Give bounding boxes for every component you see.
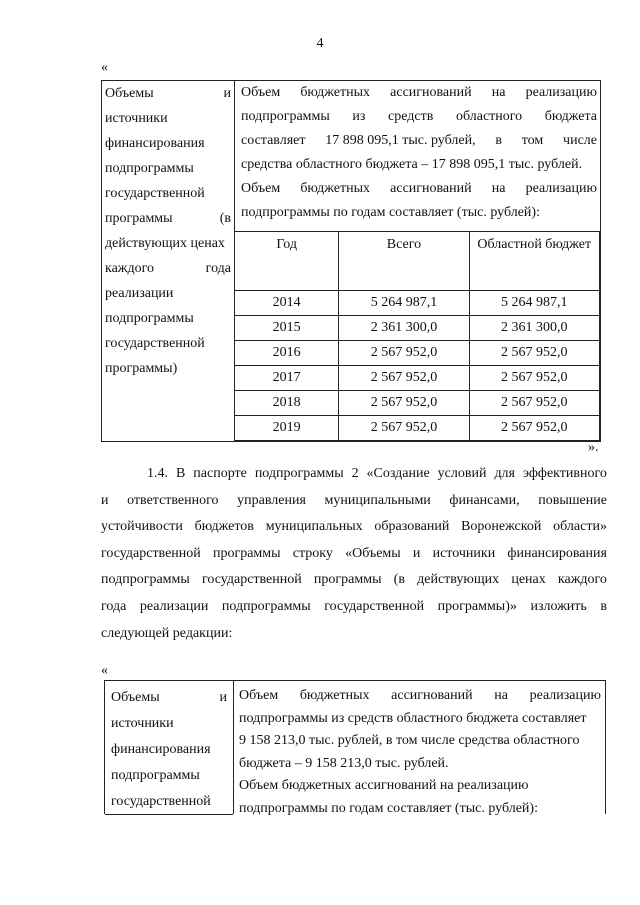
left-line: Объемы и xyxy=(105,86,231,101)
cell-total: 2 567 952,0 xyxy=(339,416,469,441)
cell-regional: 2 567 952,0 xyxy=(469,416,599,441)
cell-regional: 5 264 987,1 xyxy=(469,291,599,316)
header-year: Год xyxy=(235,232,339,291)
funding-table-1 xyxy=(101,80,601,442)
cell-year: 2019 xyxy=(235,416,339,441)
cell-regional: 2 567 952,0 xyxy=(469,391,599,416)
right-line: подпрограммы по годам составляет (тыс. рублей): xyxy=(239,800,538,816)
cell-year: 2014 xyxy=(235,291,339,316)
column-divider xyxy=(233,681,234,814)
table-row xyxy=(235,291,600,316)
left-line: каждого года xyxy=(105,261,231,276)
left-cell-text xyxy=(105,81,231,381)
paragraph-line: года реализации подпрограммы государственной программы)» изложить в xyxy=(101,598,607,614)
cell-total: 2 567 952,0 xyxy=(339,366,469,391)
paragraph-line: следующей редакции: xyxy=(101,625,233,641)
left-line: источники xyxy=(105,111,168,126)
table-row xyxy=(235,391,600,416)
paragraph-line: 1.4. В паспорте подпрограммы 2 «Создание условий для эффективного xyxy=(147,466,607,481)
yearly-funding-grid xyxy=(234,231,600,443)
right-line: Объем бюджетных ассигнований на реализацию xyxy=(239,778,529,793)
left-line: финансирования xyxy=(111,742,211,757)
cell-total: 2 361 300,0 xyxy=(339,316,469,341)
left-line: программы) xyxy=(105,361,178,376)
right-cell-text xyxy=(239,685,601,820)
header-total: Всего xyxy=(339,232,469,291)
cell-regional: 2 567 952,0 xyxy=(469,366,599,391)
cell-regional: 2 361 300,0 xyxy=(469,316,599,341)
left-line: государственной xyxy=(111,794,211,809)
table-row xyxy=(235,341,600,366)
left-line: финансирования xyxy=(105,136,205,151)
amendment-paragraph xyxy=(101,461,607,647)
right-line: подпрограммы из средств областного бюджета xyxy=(241,109,597,124)
cell-year: 2018 xyxy=(235,391,339,416)
table-row xyxy=(235,316,600,341)
cell-total: 2 567 952,0 xyxy=(339,341,469,366)
cell-regional: 2 567 952,0 xyxy=(469,341,599,366)
right-line: составляет 17 898 095,1 тыс. рублей, в том числе xyxy=(241,133,597,148)
table-row xyxy=(235,416,600,441)
header-regional-budget: Областной бюджет xyxy=(469,232,599,291)
funding-table-2 xyxy=(104,680,606,814)
right-line: бюджета – 9 158 213,0 тыс. рублей. xyxy=(239,755,449,771)
open-quote-2: « xyxy=(101,663,108,678)
left-line: источники xyxy=(111,716,174,731)
left-line: действующих ценах xyxy=(105,236,225,251)
right-line: Объем бюджетных ассигнований на реализацию xyxy=(241,181,597,196)
right-line: 9 158 213,0 тыс. рублей, в том числе средства областного xyxy=(239,733,580,748)
left-line: реализации xyxy=(105,286,174,301)
right-line: подпрограммы из средств областного бюджета составляет xyxy=(239,710,587,726)
open-quote: « xyxy=(101,60,108,75)
table-row xyxy=(235,366,600,391)
paragraph-line: и ответственного управления муниципальными финансами, повышение xyxy=(101,492,607,508)
left-line: Объемы и xyxy=(111,690,227,705)
paragraph-line: подпрограммы государственной программы (в действующих ценах каждого xyxy=(101,572,607,588)
right-line: средства областного бюджета – 17 898 095,1 тыс. рублей. xyxy=(241,157,583,172)
right-line: подпрограммы по годам составляет (тыс. рублей): xyxy=(241,205,540,220)
left-cell-text xyxy=(111,685,227,815)
page-number: 4 xyxy=(316,36,324,51)
paragraph-line: устойчивости бюджетов муниципальных образований Воронежской области» xyxy=(101,519,607,535)
cell-year: 2015 xyxy=(235,316,339,341)
left-line: подпрограммы xyxy=(105,311,194,326)
cell-total: 2 567 952,0 xyxy=(339,391,469,416)
close-quote: ». xyxy=(588,440,599,455)
left-line: государственной xyxy=(105,186,205,201)
grid-header-row xyxy=(235,232,600,291)
cell-total: 5 264 987,1 xyxy=(339,291,469,316)
paragraph-line: государственной программы строку «Объемы и источники финансирования xyxy=(101,545,607,561)
cell-year: 2017 xyxy=(235,366,339,391)
cell-year: 2016 xyxy=(235,341,339,366)
left-line: государственной xyxy=(105,336,205,351)
left-line: программы (в xyxy=(105,211,231,226)
right-line: Объем бюджетных ассигнований на реализацию xyxy=(241,85,597,100)
left-line: подпрограммы xyxy=(105,161,194,176)
right-line: Объем бюджетных ассигнований на реализацию xyxy=(239,688,601,703)
right-cell-text xyxy=(241,81,597,225)
left-line: подпрограммы xyxy=(111,768,200,783)
